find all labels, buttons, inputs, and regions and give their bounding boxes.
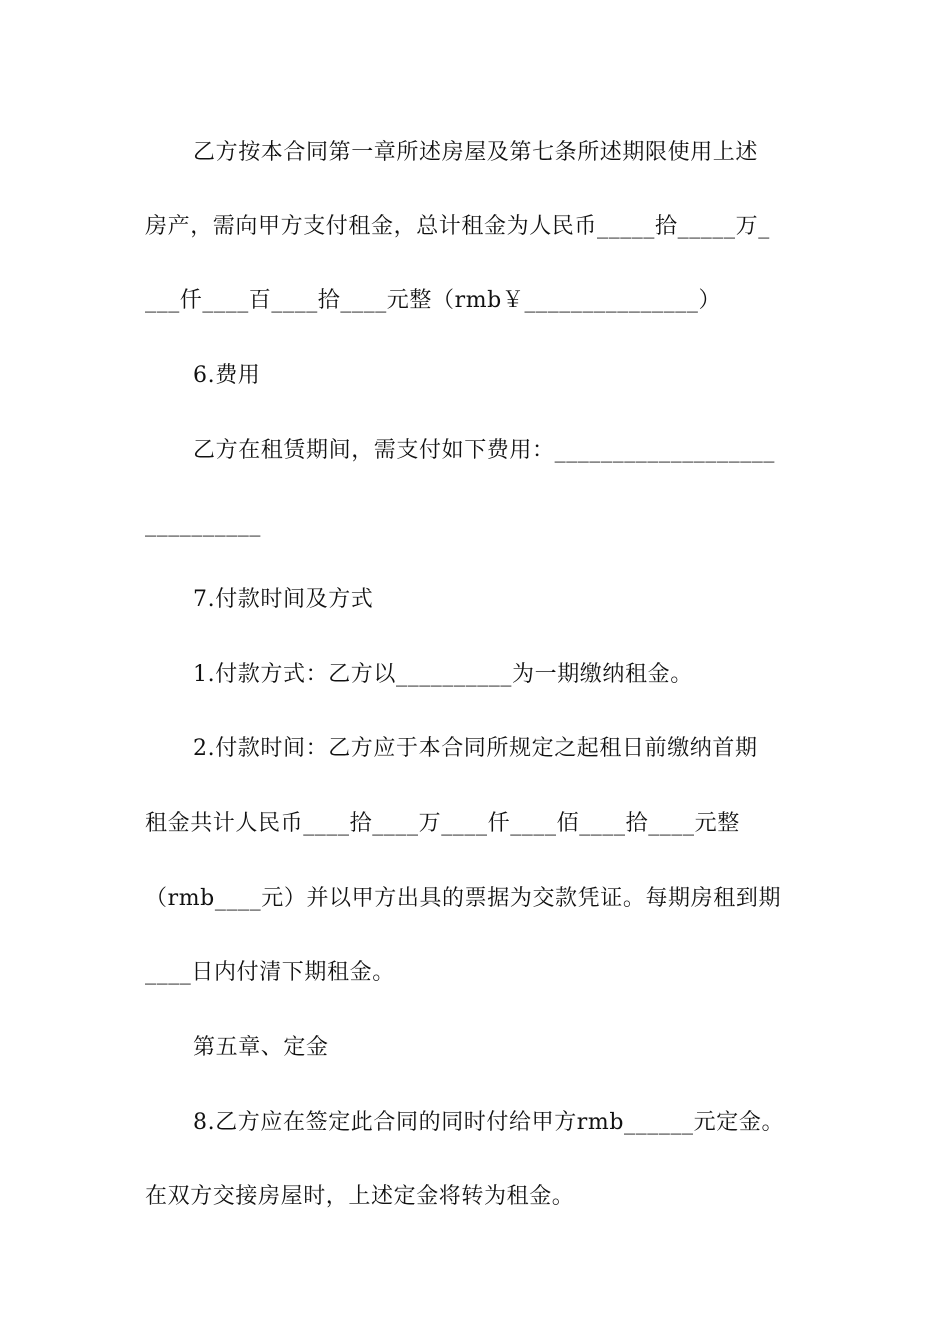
section-heading-payment: 7.付款时间及方式: [193, 587, 374, 612]
payment-time-line-1: 2.付款时间：乙方应于本合同所规定之起租日前缴纳首期: [193, 736, 758, 761]
chapter-heading-deposit: 第五章、定金: [193, 1035, 329, 1060]
paragraph-line-1: 乙方按本合同第一章所述房屋及第七条所述期限使用上述: [193, 140, 759, 165]
payment-time-line-3: （rmb____元）并以甲方出具的票据为交款凭证。每期房租到期: [145, 886, 782, 911]
section-heading-fees: 6.费用: [193, 363, 261, 388]
payment-method-line: 1.付款方式：乙方以__________为一期缴纳租金。: [193, 662, 693, 687]
deposit-line-2: 在双方交接房屋时，上述定金将转为租金。: [145, 1184, 575, 1209]
payment-time-line-2: 租金共计人民币____拾____万____仟____佰____拾____元整: [145, 811, 740, 836]
paragraph-line-fees: 乙方在租赁期间，需支付如下费用：___________________: [193, 438, 776, 463]
deposit-line-1: 8.乙方应在签定此合同的同时付给甲方rmb______元定金。: [193, 1110, 785, 1135]
paragraph-line-3: ___仟____百____拾____元整（rmb￥_______________）: [145, 288, 722, 313]
payment-time-line-4: ____日内付清下期租金。: [145, 960, 395, 985]
paragraph-line-fees-continuation: __________: [145, 512, 261, 537]
paragraph-line-2: 房产，需向甲方支付租金，总计租金为人民币_____拾_____万_: [145, 214, 770, 239]
